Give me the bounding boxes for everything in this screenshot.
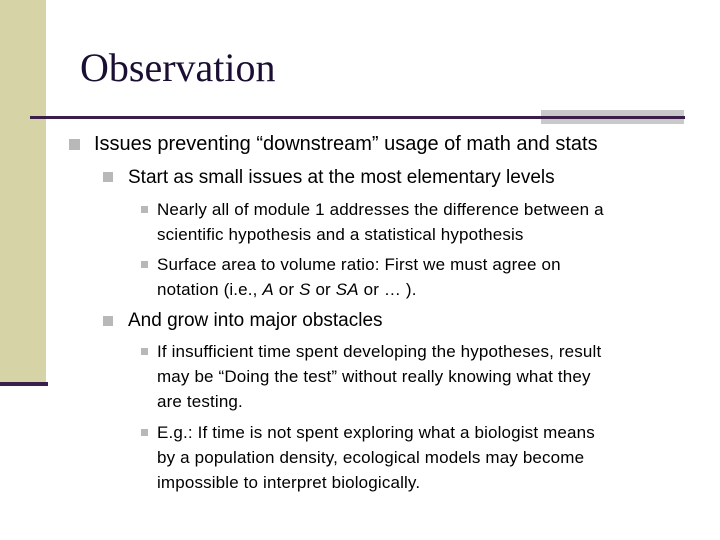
square-bullet-icon [141,261,148,268]
bullet-text: And grow into major obstacles [128,310,383,331]
bullet-text: If insufficient time spent developing the hypotheses, result may be “Doing the test” without really knowing what they are testing. [157,342,602,411]
square-bullet-icon [141,429,148,436]
bullet-text: Nearly all of module 1 addresses the difference between a scientific hypothesis and a statistical hypothesis [157,200,604,244]
bullet-text: E.g.: If time is not spent exploring what a biologist means by a population density, ecological models may become impossible to interpret biologically. [157,423,595,492]
left-decorative-band [0,0,46,384]
title-accent-bar [541,110,684,124]
square-bullet-icon [69,139,80,150]
bullet-text: Issues preventing “downstream” usage of math and stats [94,133,598,155]
left-decorative-rule [0,382,48,386]
square-bullet-icon [141,348,148,355]
bullet-text: Start as small issues at the most elementary levels [128,167,555,188]
square-bullet-icon [141,206,148,213]
square-bullet-icon [103,316,113,326]
square-bullet-icon [103,172,113,182]
slide-title: Observation [80,45,276,90]
bullet-text: Surface area to volume ratio: First we must agree on notation (i.e., A or S or SA or … ). [157,255,561,299]
